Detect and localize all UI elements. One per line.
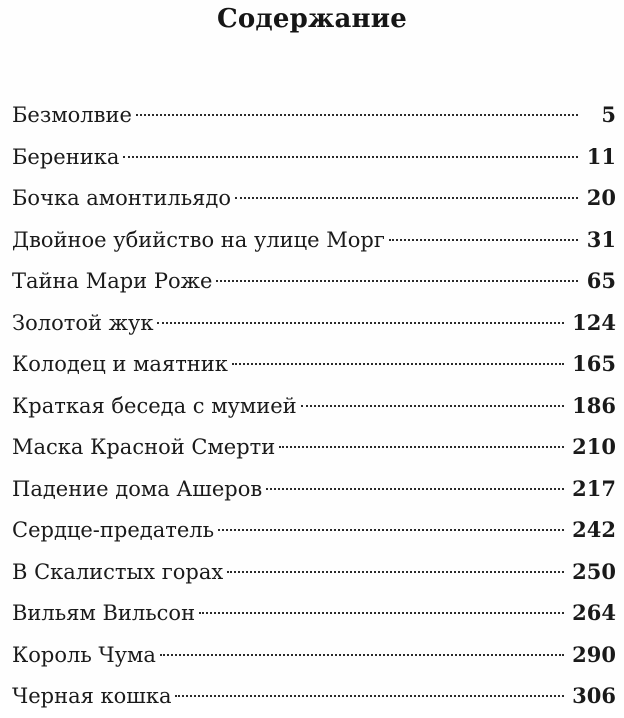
- toc-entry: [12, 219, 616, 261]
- toc-entry-title: Маска Красной Смерти: [12, 435, 276, 459]
- toc-entry: [12, 94, 616, 136]
- toc-entry-page-number: 306: [572, 683, 616, 708]
- dot-leader: [227, 571, 564, 573]
- dot-leader: [266, 488, 564, 490]
- dot-leader: [175, 695, 564, 697]
- dot-leader: [199, 612, 564, 614]
- dot-leader: [157, 322, 564, 324]
- toc-entry-page-number: 250: [572, 558, 616, 584]
- page-title: Содержание: [216, 4, 408, 34]
- dot-leader: [218, 529, 564, 531]
- toc-entry-page-number: 65: [586, 268, 616, 293]
- dot-leader: [279, 446, 564, 448]
- toc-entry-page-number: 186: [572, 392, 616, 418]
- table-of-contents: [12, 94, 616, 717]
- toc-entry-title: Вильям Вильсон: [12, 601, 196, 625]
- toc-entry-page-number: 124: [572, 309, 616, 335]
- toc-entry-title: В Скалистых горах: [12, 559, 224, 584]
- toc-entry-page-number: 5: [601, 102, 616, 127]
- toc-entry: [12, 675, 616, 717]
- toc-entry-title: Тайна Мари Роже: [12, 269, 213, 293]
- toc-entry: [12, 260, 616, 302]
- toc-entry-page-number: 242: [572, 517, 616, 542]
- toc-entry-page-number: 210: [572, 434, 616, 459]
- toc-entry-page-number: 290: [572, 641, 616, 667]
- toc-entry-title: Король Чума: [12, 642, 156, 667]
- toc-entry-page-number: 264: [572, 600, 616, 625]
- toc-entry-page-number: 165: [572, 351, 616, 376]
- toc-entry-title: Двойное убийство на улице Морг: [12, 227, 385, 252]
- dot-leader: [160, 654, 564, 656]
- toc-entry: [12, 136, 616, 178]
- toc-entry: [12, 468, 616, 510]
- dot-leader: [232, 363, 564, 365]
- toc-entry-title: Сердце-предатель: [12, 518, 215, 542]
- toc-entry-page-number: 217: [572, 475, 616, 501]
- toc-entry: [12, 343, 616, 385]
- toc-entry-title: Падение дома Ашеров: [12, 476, 263, 501]
- dot-leader: [389, 239, 578, 241]
- dot-leader: [123, 156, 578, 158]
- toc-entry-page-number: 20: [586, 185, 616, 210]
- toc-entry-page-number: 31: [586, 226, 616, 252]
- toc-entry-title: Краткая беседа с мумией: [12, 393, 297, 418]
- toc-entry: [12, 302, 616, 344]
- toc-entry: [12, 551, 616, 593]
- toc-entry: [12, 385, 616, 427]
- toc-entry-title: Бочка амонтильядо: [12, 186, 231, 210]
- dot-leader: [216, 280, 578, 282]
- toc-entry: [12, 426, 616, 468]
- dot-leader: [235, 197, 578, 199]
- toc-entry-title: Черная кошка: [12, 684, 172, 708]
- toc-entry-title: Колодец и маятник: [12, 352, 228, 376]
- dot-leader: [136, 114, 578, 116]
- toc-entry: [12, 177, 616, 219]
- toc-entry-title: Золотой жук: [12, 310, 154, 335]
- toc-entry: [12, 509, 616, 551]
- toc-entry-title: Безмолвие: [12, 103, 132, 127]
- toc-entry: [12, 634, 616, 676]
- dot-leader: [301, 405, 564, 407]
- toc-entry-page-number: 11: [586, 143, 616, 169]
- toc-entry: [12, 592, 616, 634]
- toc-entry-title: Береника: [12, 144, 120, 169]
